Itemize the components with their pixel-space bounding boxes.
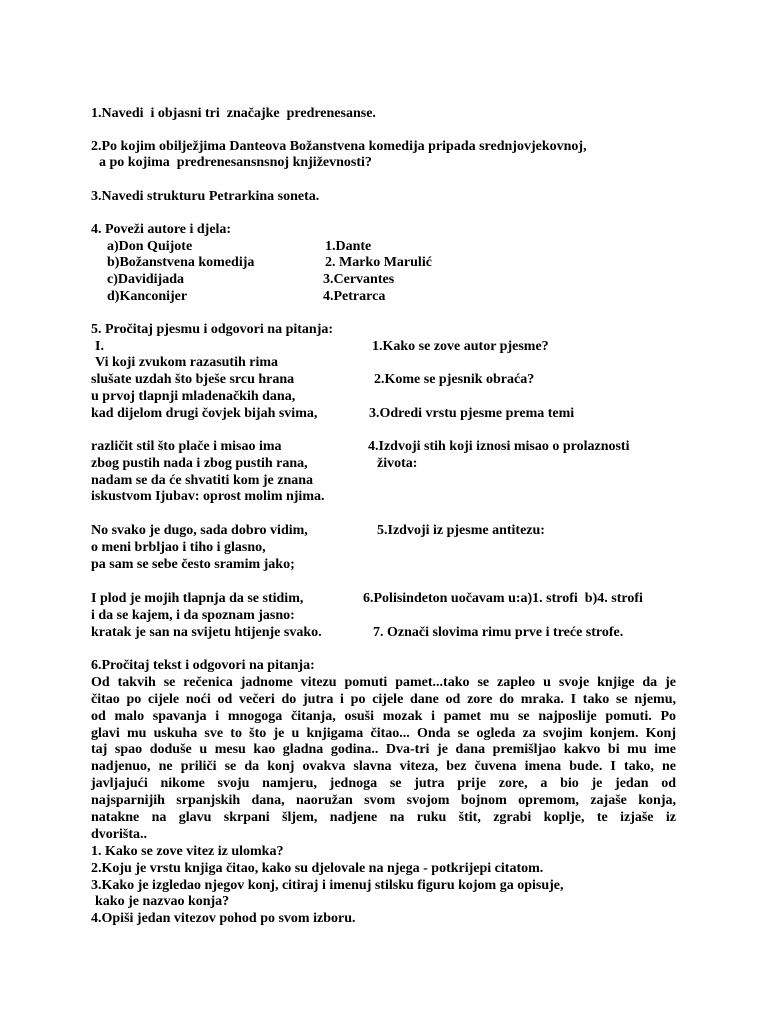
question-5-heading: 5. Pročitaj pjesmu i odgovori na pitanja: (91, 322, 334, 337)
work-item: d)Kanconijer (107, 289, 188, 304)
q6-subquestion-3: 3.Kako je izgledao njegov konj, citiraj i imenuj stilsku figuru kojom ga opisuje, (91, 878, 564, 893)
question-2-line-1: 2.Po kojim obilježjima Danteova Božanstvena komedija pripada srednjovjekovnoj, (91, 139, 587, 154)
paragraph-line: nadjenuo, ne priliči se da konj ovakva slavna viteza, bez čuvena imena bude. I tako, ne (91, 759, 676, 774)
poem-verse: Vi koji zvukom razasutih rima (95, 355, 279, 370)
q5-subquestion-6: 6.Polisindeton uočavam u:a)1. strofi b)4. strofi (363, 591, 643, 606)
poem-verse: i da se kajem, i da spoznam jasno: (91, 608, 295, 623)
q5-subquestion-4-cont: života: (377, 456, 418, 471)
q5-subquestion-5: 5.Izdvoji iz pjesme antitezu: (377, 523, 545, 538)
q5-subquestion-4: 4.Izdvoji stih koji iznosi misao o prolaznosti (368, 439, 630, 454)
poem-verse: No svako je dugo, sada dobro vidim, (91, 523, 308, 538)
q6-subquestion-3-cont: kako je nazvao konja? (95, 894, 230, 909)
author-item: 4.Petrarca (323, 289, 386, 304)
poem-verse: nadam se da će shvatiti kom je znana (91, 473, 314, 488)
poem-verse: u prvoj tlapnji mladenačkih dana, (91, 389, 296, 404)
q6-subquestion-2: 2.Koju je vrstu knjiga čitao, kako su djelovale na njega - potkrijepi citatom. (91, 861, 544, 876)
paragraph-line: taj spao doduše u mesu kao gladna godina.. Dva-tri je dana premišljao kakvo bi mu ime (91, 742, 676, 757)
question-6-heading: 6.Pročitaj tekst i odgovori na pitanja: (91, 658, 315, 673)
question-3: 3.Navedi strukturu Petrarkina soneta. (91, 189, 320, 204)
paragraph-line: Od takvih se rečenica jadnome vitezu pomuti pamet...tako se zapleo u svoje knjige da je (91, 675, 676, 690)
paragraph-line: glavi mu uskuha sve to što je u knjigama čitao... Onda se ogleda za svojim konjem. Konj (91, 726, 676, 741)
q5-subquestion-7: 7. Označi slovima rimu prve i treće strofe. (373, 625, 624, 640)
work-item: a)Don Quijote (107, 239, 193, 254)
poem-verse: o meni brbljao i tiho i glasno, (91, 540, 266, 555)
poem-verse: pa sam se sebe često sramim jako; (91, 557, 295, 572)
paragraph-line: natakne na glavu skrpani šljem, nadjene na ruku štit, zgrabi koplje, te izjaše iz (91, 810, 676, 825)
author-item: 3.Cervantes (323, 272, 395, 287)
paragraph-line: od malo spavanja i mnogoga čitanja, osuši mozak i pamet mu se najposlije pomuti. Po (91, 709, 676, 724)
poem-verse: različit stil što plače i misao ima (91, 439, 282, 454)
poem-verse: slušate uzdah što bješe srcu hrana (91, 372, 295, 387)
paragraph-line: čitao po cijele noći od večeri do jutra i po cijele dane od zore do mraka. I tako se njemu, (91, 692, 676, 707)
poem-verse: iskustvom Ijubav: oprost molim njima. (91, 489, 325, 504)
paragraph-line: javljajući nikome svoju namjeru, jednoga se jutra prije zore, a bio je jedan od (91, 776, 676, 791)
question-1: 1.Navedi i objasni tri značajke predrenesanse. (91, 106, 376, 121)
q5-subquestion-2: 2.Kome se pjesnik obraća? (374, 372, 535, 387)
poem-roman-numeral: I. (95, 339, 104, 354)
poem-verse: kratak je san na svijetu htijenje svako. (91, 625, 322, 640)
poem-verse: I plod je mojih tlapnja da se stidim, (91, 591, 304, 606)
work-item: c)Davidijada (107, 272, 184, 287)
work-item: b)Božanstvena komedija (107, 255, 255, 270)
q5-subquestion-1: 1.Kako se zove autor pjesme? (372, 339, 549, 354)
author-item: 2. Marko Marulić (325, 255, 432, 270)
question-2-line-2: a po kojima predrenesansnsnoj književnosti? (99, 155, 372, 170)
q5-subquestion-3: 3.Odredi vrstu pjesme prema temi (369, 406, 575, 421)
q6-subquestion-1: 1. Kako se zove vitez iz ulomka? (91, 844, 284, 859)
paragraph-line: najsparnijih srpanjskih dana, naoružan svom svojom bojnom opremom, zajaše konja, (91, 793, 676, 808)
poem-verse: kad dijelom drugi čovjek bijah svima, (91, 406, 318, 421)
author-item: 1.Dante (325, 239, 372, 254)
q6-subquestion-4: 4.Opiši jedan vitezov pohod po svom izboru. (91, 911, 356, 926)
poem-verse: zbog pustih nada i zbog pustih rana, (91, 456, 308, 471)
question-4-heading: 4. Poveži autore i djela: (91, 222, 232, 237)
paragraph-line-last: dvorišta.. (91, 827, 147, 842)
